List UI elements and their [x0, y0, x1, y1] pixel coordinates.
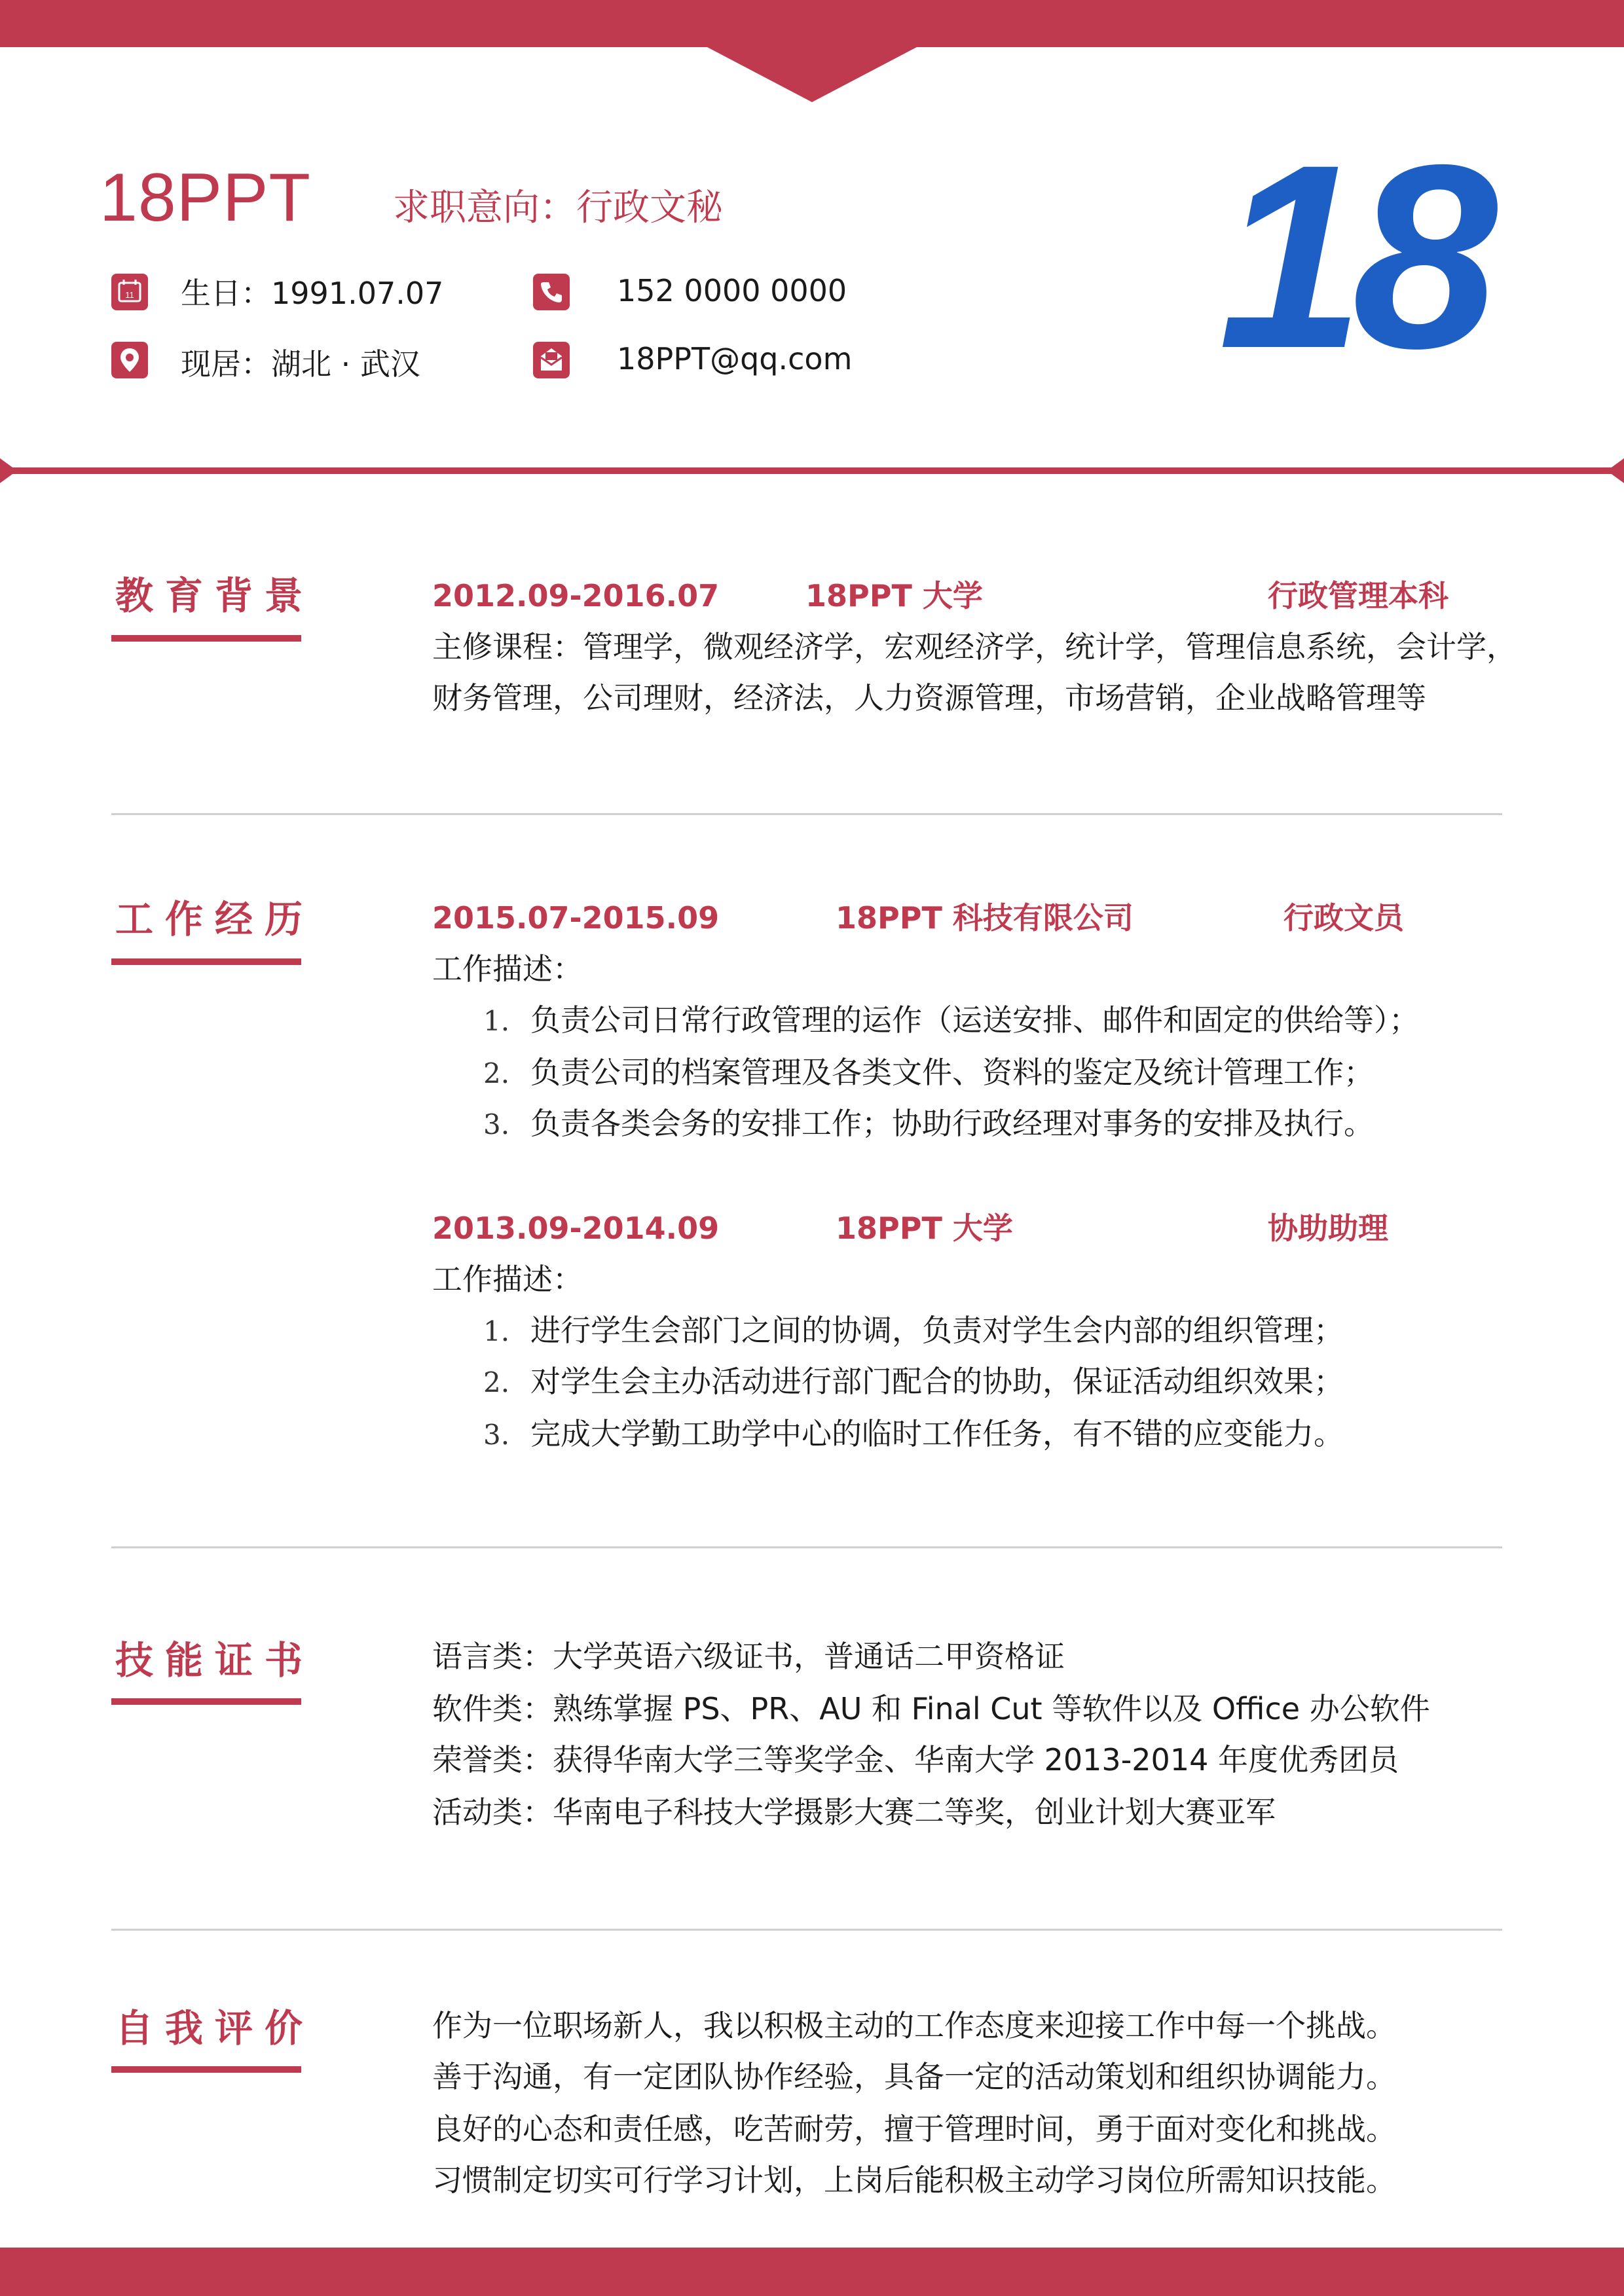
- job-desc-label: 工作描述：: [432, 1262, 583, 1297]
- email-row: [533, 342, 939, 384]
- self-eval-line: 作为一位职场新人，我以积极主动的工作态度来迎接工作中每一个挑战。: [432, 2008, 1396, 2043]
- section-divider: [111, 1929, 1502, 1931]
- section-title-education: 教育背景: [115, 574, 315, 618]
- self-eval-line: 善于沟通，有一定团队协作经验，具备一定的活动策划和组织协调能力。: [432, 2059, 1396, 2094]
- mail-icon: [533, 342, 570, 378]
- section-underline: [111, 635, 301, 642]
- list-number: 2.: [483, 1057, 510, 1089]
- section-title-skills: 技能证书: [115, 1638, 315, 1683]
- list-number: 2.: [483, 1366, 510, 1398]
- location-text: 现居：湖北 · 武汉: [181, 346, 420, 382]
- skill-line: 语言类：大学英语六级证书，普通话二甲资格证: [432, 1639, 1065, 1674]
- header-divider: [0, 458, 1624, 498]
- skill-line: 软件类：熟练掌握 PS、PR、AU 和 Final Cut 等软件以及 Office 办公软件: [432, 1691, 1430, 1726]
- job-period: 2015.07-2015.09: [432, 900, 720, 936]
- svg-text:18: 18: [1218, 124, 1486, 373]
- job-org: 18PPT 科技有限公司: [836, 900, 1134, 936]
- education-period: 2012.09-2016.07: [432, 578, 720, 613]
- education-degree: 行政管理本科: [1268, 578, 1449, 613]
- job-desc-label: 工作描述：: [432, 951, 583, 987]
- job-role: 行政文员: [1283, 900, 1404, 936]
- education-school: 18PPT 大学: [805, 578, 983, 613]
- list-number: 1.: [483, 1315, 510, 1347]
- section-title-self-eval: 自我评价: [115, 2006, 315, 2050]
- section-underline: [111, 2066, 301, 2073]
- self-eval-line: 习惯制定切实可行学习计划，上岗后能积极主动学习岗位所需知识技能。: [432, 2162, 1396, 2198]
- list-item: 进行学生会部门之间的协调，负责对学生会内部的组织管理；: [530, 1313, 1344, 1348]
- section-divider: [111, 1546, 1502, 1548]
- job-period: 2013.09-2014.09: [432, 1211, 720, 1246]
- education-courses-line: 主修课程：管理学，微观经济学，宏观经济学，统计学，管理信息系统，会计学，: [432, 629, 1517, 665]
- list-item: 完成大学勤工助学中心的临时工作任务，有不错的应变能力。: [530, 1416, 1344, 1451]
- list-number: 1.: [483, 1005, 510, 1037]
- phone-text: 152 0000 0000: [617, 273, 847, 308]
- calendar-icon: [111, 274, 148, 310]
- self-eval-line: 良好的心态和责任感，吃苦耐劳，擅于管理时间，勇于面对变化和挑战。: [432, 2111, 1396, 2147]
- phone-row: [533, 274, 939, 316]
- job-org: 18PPT 大学: [836, 1211, 1013, 1246]
- job-role: 协助助理: [1268, 1211, 1388, 1246]
- email-text: 18PPT@qq.com: [617, 341, 853, 376]
- bottom-banner: [0, 2248, 1624, 2296]
- list-item: 负责各类会务的安排工作；协助行政经理对事务的安排及执行。: [530, 1106, 1374, 1141]
- list-number: 3.: [483, 1108, 510, 1140]
- job-intent: 求职意向：行政文秘: [393, 187, 723, 229]
- section-underline: [111, 1698, 301, 1705]
- calendar-icon-text: 11: [125, 290, 134, 300]
- list-item: 负责公司的档案管理及各类文件、资料的鉴定及统计管理工作；: [530, 1055, 1374, 1090]
- section-underline: [111, 958, 301, 965]
- candidate-name: 18PPT: [100, 160, 311, 236]
- section-divider: [111, 813, 1502, 815]
- skill-line: 荣誉类：获得华南大学三等奖学金、华南大学 2013-2014 年度优秀团员: [432, 1742, 1399, 1777]
- skill-line: 活动类：华南电子科技大学摄影大赛二等奖，创业计划大赛亚军: [432, 1795, 1276, 1830]
- location-row: [111, 342, 517, 384]
- education-courses-line: 财务管理，公司理财，经济法，人力资源管理，市场营销，企业战略管理等: [432, 680, 1426, 716]
- birthday-row: [111, 274, 517, 316]
- section-title-work: 工作经历: [115, 897, 315, 941]
- list-item: 对学生会主办活动进行部门配合的协助，保证活动组织效果；: [530, 1364, 1344, 1399]
- list-item: 负责公司日常行政管理的运作（运送安排、邮件和固定的供给等）；: [530, 1002, 1419, 1038]
- top-banner: [0, 0, 1624, 105]
- location-pin-icon: [111, 342, 148, 378]
- logo-18: [1179, 124, 1519, 373]
- phone-icon: [533, 274, 570, 310]
- list-number: 3.: [483, 1419, 510, 1451]
- birthday-text: 生日：1991.07.07: [181, 276, 444, 311]
